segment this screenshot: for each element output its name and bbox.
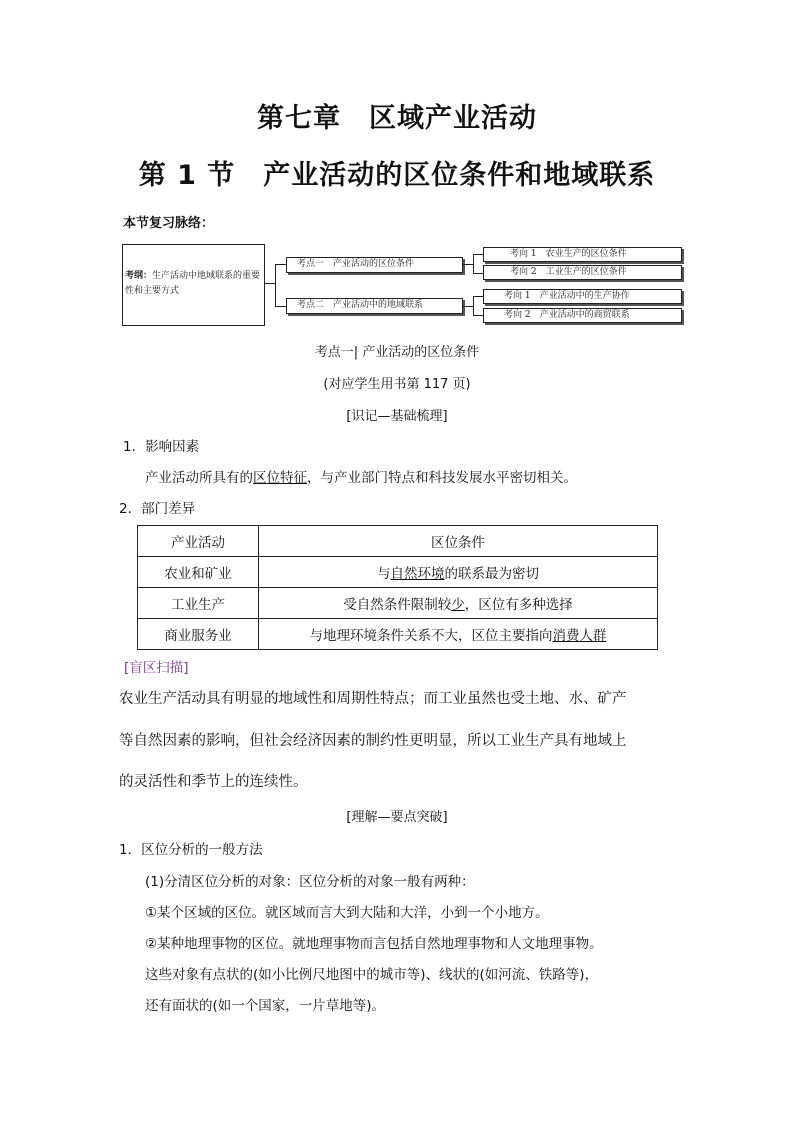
underlined-term: 消费人群: [552, 628, 607, 644]
table-cell: 农业和矿业: [138, 557, 259, 588]
blind-spot-line: 的灵活性和季节上的连续性。: [119, 774, 308, 790]
table-cell: [259, 557, 658, 588]
mindmap-sub4: 考向 2 产业活动中的商贸联系: [483, 308, 682, 323]
text: ，与产业部门特点和科技发展水平密切相关。: [307, 470, 577, 486]
kaodian-title: 考点一| 产业活动的区位条件: [314, 345, 480, 360]
table-row: [138, 588, 658, 619]
table-header-row: [138, 526, 658, 557]
connector: [275, 264, 286, 265]
underlined-term: 少: [451, 597, 465, 613]
method-line: 还有面状的(如一个国家，一片草地等)。: [145, 998, 386, 1014]
table-row: [138, 557, 658, 588]
section-title: 第 1 节 产业活动的区位条件和地域联系: [138, 160, 656, 191]
mindmap-point1: 考点一 产业活动的区位条件: [286, 257, 463, 273]
table-header: 产业活动: [138, 526, 259, 557]
method-heading: 1．区位分析的一般方法: [119, 842, 263, 858]
page-ref: (对应学生用书第 117 页): [323, 377, 471, 392]
item1-heading: 1．影响因素: [123, 439, 200, 455]
connector: [473, 273, 483, 274]
table-cell: [259, 588, 658, 619]
blind-spot-line: 农业生产活动具有明显的地域性和周期性特点；而工业虽然也受土地、水、矿产: [119, 691, 627, 707]
connector: [473, 296, 474, 316]
department-table: [137, 525, 658, 650]
root-prefix: 考纲：: [125, 271, 153, 281]
text: 与: [377, 566, 391, 582]
table-row: [138, 619, 658, 650]
table-cell: [259, 619, 658, 650]
text: 受自然条件限制较: [343, 597, 452, 613]
chapter-title: 第七章 区域产业活动: [257, 103, 537, 134]
mindmap-point2: 考点二 产业活动中的地域联系: [286, 298, 463, 314]
text: 的联系最为密切: [444, 566, 539, 582]
text: 产业活动所具有的: [145, 470, 253, 486]
review-label: 本节复习脉络：: [123, 216, 215, 231]
table-cell: 商业服务业: [138, 619, 259, 650]
text: 与地理环境条件关系不大，区位主要指向: [309, 628, 553, 644]
mindmap-sub3: 考向 1 产业活动中的生产协作: [483, 289, 682, 304]
connector: [473, 254, 474, 274]
method-line: ①某个区域的区位。就区域而言大到大陆和大洋，小到一个小地方。: [145, 905, 549, 921]
connector: [275, 306, 286, 307]
blind-spot-line: 等自然因素的影响，但社会经济因素的制约性更明显，所以工业生产具有地域上: [119, 733, 627, 749]
table-header: 区位条件: [259, 526, 658, 557]
underlined-term: 区位特征: [253, 470, 307, 486]
blind-spot-label: [盲区扫描]: [124, 660, 189, 676]
underlined-term: 自然环境: [390, 566, 445, 582]
mindmap-root: [122, 244, 265, 326]
connector: [473, 296, 483, 297]
mindmap-sub1: 考向 1 农业生产的区位条件: [483, 247, 682, 262]
connector: [473, 315, 483, 316]
connector: [275, 264, 276, 307]
item2-heading: 2．部门差异: [119, 501, 196, 517]
table-cell: 工业生产: [138, 588, 259, 619]
method-line: (1)分清区位分析的对象：区位分析的对象一般有两种：: [145, 874, 475, 890]
item1-text: [145, 466, 577, 486]
method-line: ②某种地理事物的区位。就地理事物而言包括自然地理事物和人文地理事物。: [145, 936, 603, 952]
root-text: 生产活动中地域联系的重要性和主要方式: [125, 271, 261, 296]
connector: [473, 254, 483, 255]
mindmap-sub2: 考向 2 工业生产的区位条件: [483, 265, 682, 280]
method-line: 这些对象有点状的(如小比例尺地图中的城市等)、线状的(如河流、铁路等)，: [145, 967, 599, 983]
basic-label: [识记—基础梳理]: [346, 409, 448, 424]
text: ，区位有多种选择: [464, 597, 573, 613]
understand-label: [理解—要点突破]: [346, 810, 448, 825]
